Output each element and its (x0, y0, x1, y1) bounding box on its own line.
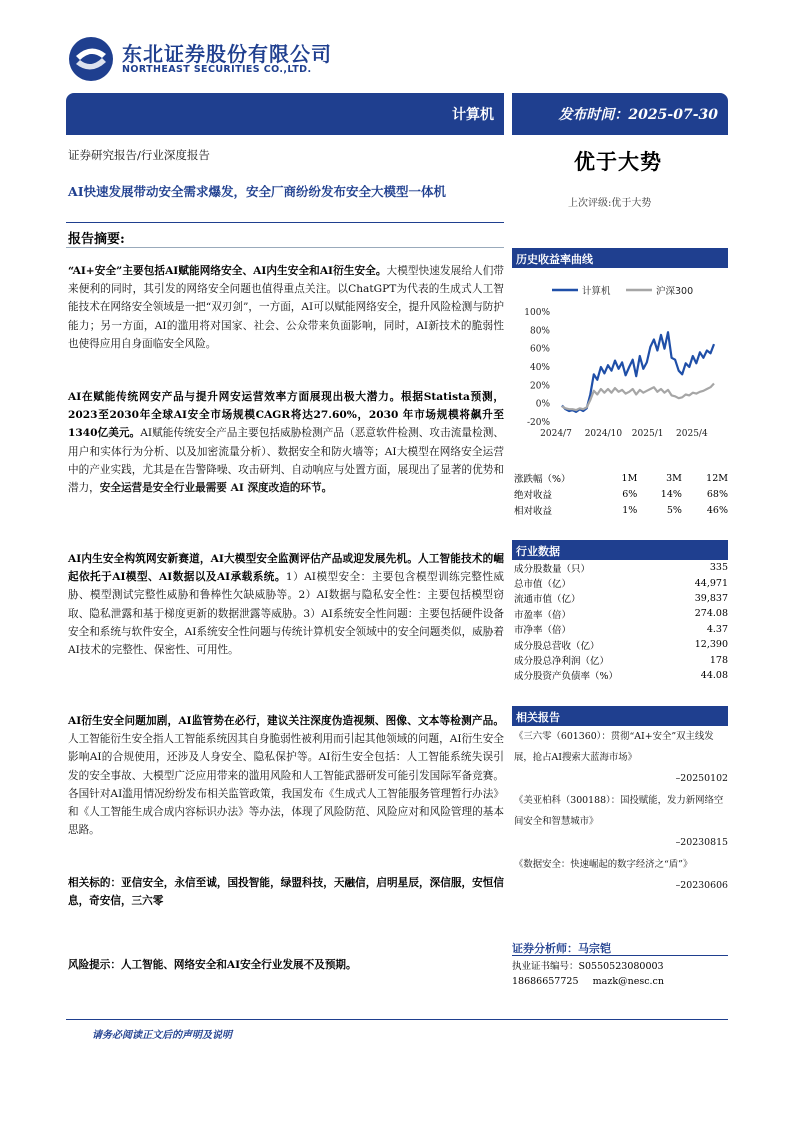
company-logo-icon (68, 36, 114, 82)
related-report-2[interactable]: 《美亚柏科（300188）：国投赋能，发力新网络空间安全和智慧城市》 –20230815 (514, 795, 728, 848)
header-date-bar (512, 93, 728, 135)
table-row: 市净率（倍） 4.37 (514, 623, 728, 637)
company-logo (68, 36, 368, 84)
rating: 优于大势 (574, 149, 662, 174)
table-row: 成分股总净利润（亿） 178 (514, 654, 728, 668)
x-tick-label: 2024/10 (584, 429, 623, 439)
sector-label: 计算机 (452, 107, 494, 123)
table-row: 成分股资产负债率（%） 44.08 (514, 669, 728, 683)
risk-warning: 风险提示：人工智能、网络安全和AI安全行业发展不及预期。 (68, 959, 357, 971)
legend-label: 计算机 (582, 286, 611, 297)
y-tick-label: 40% (529, 363, 550, 373)
performance-table (514, 470, 728, 518)
table-row: 流通市值（亿） 39,837 (514, 592, 728, 606)
previous-rating: 上次评级:优于大势 (568, 198, 652, 209)
history-return-chart (512, 270, 728, 450)
market-label: 行业数据 (516, 545, 560, 558)
table-row: 总市值（亿） 44,971 (514, 577, 728, 591)
y-tick-label: 60% (529, 344, 550, 355)
table-row: 成分股总营收（亿） 12,390 (514, 639, 728, 652)
paragraph-2: AI在赋能传统网安产品与提升网安运营效率方面展现出极大潜力。根据Statista预测，2023至2030年全球AI安全市场规模CAGR将达27.60%，2030 年市场规模将飙升至1340亿美元。AI赋能传统安全产品主要包括威胁检测产品（恶意软件检测、攻击流量检测、用户和实体行为分析、以及加密流量分析）、数据安全和防火墙等；AI大模型在网络安全运营中的产业实践，尤其是在告警降噪、攻击研判、自动响应与处置方面，展现出了显著的优势和潜力，安全运营是安全行业最需要 AI 深度改造的环节。 (68, 391, 504, 495)
series-line-csi300 (562, 384, 714, 411)
series-line-computer (562, 332, 714, 412)
related-targets: 相关标的：亚信安全，永信至诚，国投智能，绿盟科技，天融信，启明星辰，深信服，安恒信息，奇安信，三六零 (68, 877, 504, 908)
analyst-phone: 18686657725 (512, 976, 579, 987)
analyst-divider (512, 955, 728, 956)
paragraph-4: AI衍生安全问题加剧，AI监管势在必行，建议关注深度伪造视频、图像、文本等检测产品。人工智能衍生安全指人工智能系统因其自身脆弱性被利用而引起其他领域的问题，AI衍生安全影响AI的合规使用，还涉及人身安全、隐私保护等。AI衍生安全包括：人工智能系统失误引发的安全事故、大模型广泛应用带来的滥用风险和人工智能武器研发可能引发国际军备竞赛。各国针对AI滥用情况纷纷发布相关监管政策，我国发布《生成式人工智能服务管理暂行办法》和《人工智能生成合成内容标识办法》等办法，体现了风险防范、风险应对和风险管理的基本思路。 (68, 715, 504, 837)
related-report-1[interactable]: 《三六零（601360）：贯彻“AI+安全”双主线发展，抢占AI搜索大蓝海市场》 –20250102 (514, 731, 728, 784)
y-tick-label: 0% (535, 399, 550, 410)
footer-divider (66, 1019, 728, 1020)
table-row: 市盈率（倍） 274.08 (514, 608, 728, 621)
x-tick-label: 2025/4 (676, 429, 708, 439)
analyst-contact (512, 976, 728, 987)
perf-row-absolute: 绝对收益 6% 14% 68% (514, 488, 728, 501)
paragraph-3: AI内生安全构筑网安新赛道，AI大模型安全监测评估产品或迎发展先机。人工智能技术的崛起依托于AI模型、AI数据以及AI承载系统。1）AI模型安全：主要包含模型训练完整性威胁、模型测试完整性威胁和鲁棒性欠缺威胁等。2）AI数据与隐私安全性：主要包括模型窃取、隐私泄露和基于梯度更新的数据泄露等威胁。3）AI系统安全性问题：主要包括硬件设备安全和系统与软件安全，AI系统安全性问题与传统计算机安全领域中的安全问题类似，威胁着AI技术的完整性、保密性、可用性。 (68, 553, 504, 657)
market-data-table (514, 560, 728, 683)
footer-disclaimer: 请务必阅读正文后的声明及说明 (92, 1030, 232, 1041)
y-tick-label: 20% (529, 381, 550, 392)
paragraph-1: “AI+安全”主要包括AI赋能网络安全、AI内生安全和AI衍生安全。大模型快速发展给人们带来便利的同时，其引发的网络安全问题也值得重点关注。以ChatGPT为代表的生成式人工智能技术在网络安全领域是一把“双刃剑”，一方面，AI可以赋能网络安全，提升风险检测与防护能力；另一方面，AI的滥用将对国家、社会、公众带来负面影响，同时，AI新技术的脆弱性也使得应用自身面临安全风险。 (68, 265, 504, 350)
x-tick-label: 2024/7 (540, 429, 572, 439)
report-type: 证券研究报告/行业深度报告 (68, 148, 210, 162)
related-label: 相关报告 (516, 711, 560, 724)
y-tick-label: 100% (524, 308, 550, 318)
analyst-cert: 执业证书编号：S0550523080003 (512, 961, 664, 972)
table-row: 成分股数量（只） 335 (514, 562, 728, 575)
perf-row-relative: 相对收益 1% 5% 46% (514, 504, 728, 517)
related-report-3[interactable]: 《数据安全：快速崛起的数字经济之“盾”》 –20230606 (514, 859, 728, 891)
market-section-bar (512, 540, 728, 560)
y-tick-label: 80% (529, 326, 550, 337)
summary-label: 报告摘要: (68, 232, 125, 247)
analyst-name: 证券分析师：马宗铠 (512, 942, 611, 955)
analyst-email[interactable]: mazk@nesc.cn (592, 976, 664, 987)
related-section-bar (512, 706, 728, 726)
x-tick-label: 2025/1 (631, 429, 664, 439)
perf-header-row: 涨跌幅（%） 1M 3M 12M (514, 472, 728, 485)
summary-header (66, 222, 504, 248)
header-sector-bar (66, 93, 504, 135)
legend-label: 沪深300 (656, 286, 694, 297)
y-tick-label: -20% (526, 418, 550, 428)
history-label: 历史收益率曲线 (516, 253, 593, 266)
company-name-en: NORTHEAST SECURITIES CO.,LTD. (122, 64, 312, 75)
history-section-bar (512, 248, 728, 268)
report-title: AI快速发展带动安全需求爆发，安全厂商纷纷发布安全大模型一体机 (68, 184, 447, 199)
publish-date: 发布时间：2025-07-30 (558, 107, 718, 123)
company-name-cn: 东北证券股份有限公司 (122, 42, 332, 66)
